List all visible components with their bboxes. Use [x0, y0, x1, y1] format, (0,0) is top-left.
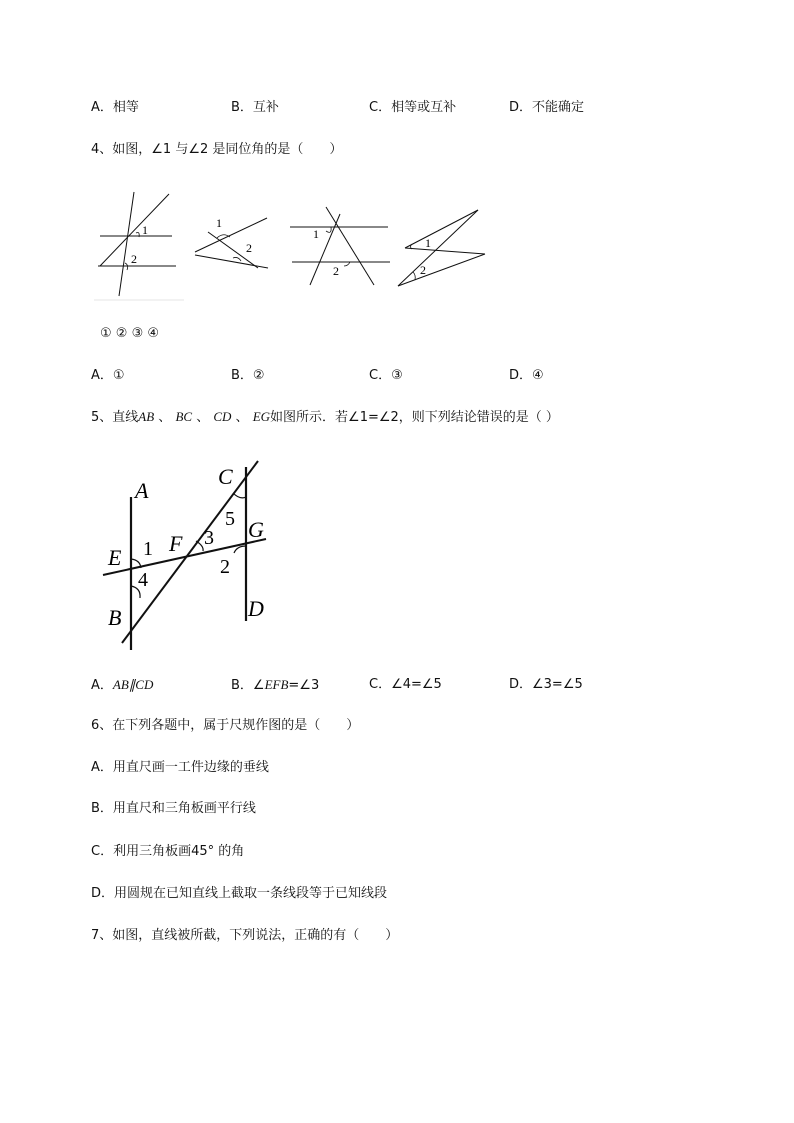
q5-line-ab: AB — [138, 409, 155, 424]
q4-option-c: C．③ — [369, 368, 403, 383]
q5-line-bc: BC — [175, 409, 193, 424]
q4-figure-captions: ① ② ③ ④ — [100, 326, 160, 341]
q5-angle-5: 5 — [225, 508, 235, 530]
q5-option-a: A．AB∥CD — [91, 677, 154, 693]
q5-stem-suffix: 如图所示．若∠1=∠2，则下列结论错误的是（ ） — [270, 410, 559, 425]
q5-stem-prefix: 5、直线 — [91, 410, 139, 425]
q4-option-b: B．② — [231, 368, 265, 383]
q6-option-d: D．用圆规在已知直线上截取一条线段等于已知线段 — [91, 886, 388, 901]
q5-line-eg: EG — [252, 409, 271, 424]
q4-fig1-label-1: 1 — [142, 223, 148, 237]
q5-label-E: E — [108, 545, 122, 570]
q4-fig3-label-2: 2 — [333, 264, 339, 278]
q5-option-c: C．∠4=∠5 — [369, 677, 442, 692]
q4-stem: 4、如图，∠1 与∠2 是同位角的是（ ） — [91, 142, 343, 157]
q3-option-a: A．相等 — [91, 100, 139, 115]
q4-fig1-label-2: 2 — [131, 252, 137, 266]
q3-option-c: C．相等或互补 — [369, 100, 457, 115]
q4-fig2-label-2: 2 — [246, 241, 252, 255]
q5-sep-1: 、 — [154, 410, 172, 425]
q4-figure-2 — [190, 210, 275, 275]
q5-option-b: B．∠EFB=∠3 — [231, 677, 320, 693]
q4-fig2-label-1: 1 — [216, 216, 222, 230]
q3-option-b: B．互补 — [231, 100, 279, 115]
q6-stem: 6、在下列各题中，属于尺规作图的是（ ） — [91, 718, 360, 733]
q5-label-D: D — [248, 596, 264, 621]
q4-fig3-label-1: 1 — [313, 227, 319, 241]
q4-fig4-label-1: 1 — [425, 236, 431, 250]
q4-option-a: A．① — [91, 368, 125, 383]
q5-sep-2: 、 — [192, 410, 210, 425]
q5-angle-4: 4 — [138, 569, 148, 591]
q4-option-d: D．④ — [509, 368, 544, 383]
q5-label-B: B — [108, 605, 122, 630]
q5-angle-1: 1 — [143, 538, 153, 560]
q6-option-b: B．用直尺和三角板画平行线 — [91, 801, 256, 816]
q5-figure — [100, 455, 280, 655]
q5-sep-3: 、 — [231, 410, 249, 425]
q5-option-d: D．∠3=∠5 — [509, 677, 583, 692]
q6-option-c: C．利用三角板画45° 的角 — [91, 844, 245, 859]
q5-stem — [91, 408, 559, 427]
q3-option-d: D．不能确定 — [509, 100, 585, 115]
q4-fig4-label-2: 2 — [420, 263, 426, 277]
q5-label-A: A — [135, 478, 149, 503]
q5-label-G: G — [248, 517, 264, 542]
q5-line-cd: CD — [213, 409, 232, 424]
q6-option-a: A．用直尺画一工件边缘的垂线 — [91, 760, 269, 775]
q5-label-C: C — [218, 464, 233, 489]
q4-figure-3 — [288, 203, 393, 288]
q4-figure-1 — [92, 188, 187, 303]
q7-stem: 7、如图，直线被所截，下列说法，正确的有（ ） — [91, 928, 399, 943]
q5-angle-2: 2 — [220, 556, 230, 578]
q5-angle-3: 3 — [204, 527, 214, 549]
q4-figure-4 — [395, 206, 490, 291]
q5-label-F: F — [169, 531, 183, 556]
